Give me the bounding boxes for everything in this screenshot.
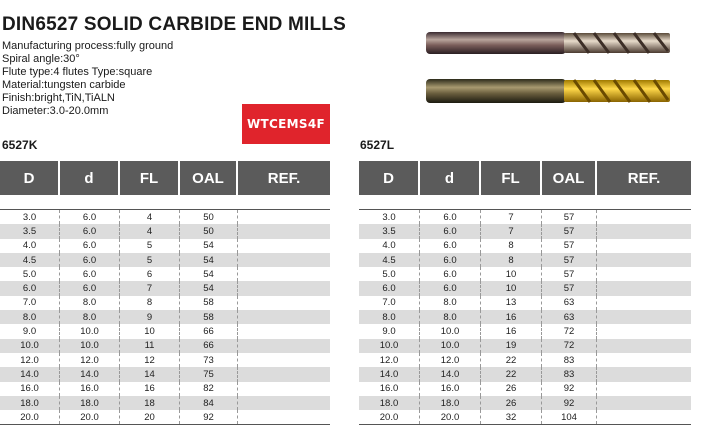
brand-logo: WTCEMS4F: [242, 104, 330, 144]
cell-d: 6.0: [60, 253, 120, 267]
cell-D: 14.0: [359, 367, 420, 381]
cell-OAL: 73: [180, 353, 238, 367]
cell-FL: 16: [120, 382, 180, 396]
cell-FL: 5: [120, 239, 180, 253]
cell-FL: 5: [120, 253, 180, 267]
cell-D: 18.0: [0, 396, 60, 410]
cell-d: 6.0: [60, 239, 120, 253]
cell-FL: 10: [481, 267, 542, 281]
cell-REF: [597, 324, 691, 338]
cell-d: 6.0: [420, 224, 481, 238]
cell-d: 6.0: [420, 253, 481, 267]
table-row: [359, 396, 691, 410]
table-header: [0, 161, 330, 195]
cell-REF: [597, 281, 691, 295]
cell-REF: [597, 267, 691, 281]
cell-D: 8.0: [0, 310, 60, 324]
cell-REF: [597, 382, 691, 396]
cell-d: 6.0: [60, 210, 120, 224]
cell-FL: 7: [120, 281, 180, 295]
table-k-label: 6527K: [2, 138, 38, 152]
cell-OAL: 57: [542, 281, 597, 295]
table-row: [0, 210, 330, 224]
cell-d: 12.0: [60, 353, 120, 367]
cell-FL: 26: [481, 382, 542, 396]
table-row: [359, 382, 691, 396]
cell-D: 6.0: [0, 281, 60, 295]
cell-D: 3.5: [359, 224, 420, 238]
table-row: [359, 210, 691, 224]
table-row: [359, 281, 691, 295]
cell-REF: [597, 410, 691, 424]
cell-D: 4.5: [359, 253, 420, 267]
table-row: [359, 239, 691, 253]
cell-REF: [238, 324, 330, 338]
cell-OAL: 57: [542, 210, 597, 224]
cell-D: 3.0: [359, 210, 420, 224]
cell-OAL: 54: [180, 239, 238, 253]
header-FL: FL: [481, 161, 542, 195]
table-row: [359, 253, 691, 267]
table-body: [359, 209, 691, 425]
table-header: [359, 161, 691, 195]
cell-OAL: 54: [180, 253, 238, 267]
cell-REF: [238, 382, 330, 396]
cell-OAL: 58: [180, 310, 238, 324]
cell-OAL: 83: [542, 353, 597, 367]
cell-REF: [597, 353, 691, 367]
cell-d: 8.0: [420, 296, 481, 310]
header-REF: REF.: [267, 169, 301, 187]
table-row: [0, 410, 330, 424]
table-row: [0, 339, 330, 353]
table-row: [0, 239, 330, 253]
cell-D: 7.0: [359, 296, 420, 310]
cell-D: 4.5: [0, 253, 60, 267]
cell-d: 16.0: [420, 382, 481, 396]
cell-REF: [238, 281, 330, 295]
cell-D: 20.0: [0, 410, 60, 424]
cell-FL: 7: [481, 210, 542, 224]
cell-d: 6.0: [420, 267, 481, 281]
cell-REF: [238, 339, 330, 353]
cell-REF: [597, 296, 691, 310]
cell-OAL: 63: [542, 296, 597, 310]
cell-FL: 4: [120, 224, 180, 238]
cell-d: 8.0: [60, 310, 120, 324]
cell-REF: [597, 310, 691, 324]
cell-FL: 22: [481, 353, 542, 367]
cell-D: 16.0: [0, 382, 60, 396]
cell-FL: 10: [120, 324, 180, 338]
header-OAL: OAL: [180, 161, 238, 195]
cell-OAL: 50: [180, 224, 238, 238]
cell-OAL: 66: [180, 324, 238, 338]
cell-d: 10.0: [60, 324, 120, 338]
header-FL: FL: [120, 161, 180, 195]
cell-d: 8.0: [60, 296, 120, 310]
cell-d: 6.0: [60, 281, 120, 295]
cell-D: 5.0: [359, 267, 420, 281]
cell-d: 6.0: [420, 239, 481, 253]
cell-FL: 7: [481, 224, 542, 238]
cell-D: 3.5: [0, 224, 60, 238]
cell-d: 10.0: [420, 324, 481, 338]
cell-D: 14.0: [0, 367, 60, 381]
table-row: [0, 324, 330, 338]
cell-d: 6.0: [420, 210, 481, 224]
spec-list: [2, 40, 173, 118]
cell-REF: [238, 210, 330, 224]
cell-D: 4.0: [0, 239, 60, 253]
cell-OAL: 92: [180, 410, 238, 424]
cell-REF: [597, 339, 691, 353]
cell-OAL: 50: [180, 210, 238, 224]
cell-D: 8.0: [359, 310, 420, 324]
table-row: [0, 310, 330, 324]
cell-OAL: 75: [180, 367, 238, 381]
table-l-label: 6527L: [360, 138, 395, 152]
cell-d: 6.0: [420, 281, 481, 295]
cell-OAL: 84: [180, 396, 238, 410]
end-mill-tin-image: [424, 76, 674, 106]
cell-REF: [597, 253, 691, 267]
cell-d: 18.0: [420, 396, 481, 410]
cell-REF: [238, 396, 330, 410]
spec-line: Diameter:3.0-20.0mm: [2, 105, 109, 117]
cell-REF: [238, 239, 330, 253]
cell-D: 12.0: [359, 353, 420, 367]
table-row: [0, 267, 330, 281]
cell-FL: 32: [481, 410, 542, 424]
cell-REF: [597, 239, 691, 253]
cell-FL: 22: [481, 367, 542, 381]
cell-D: 6.0: [359, 281, 420, 295]
cell-FL: 13: [481, 296, 542, 310]
cell-OAL: 92: [542, 382, 597, 396]
cell-OAL: 54: [180, 267, 238, 281]
cell-OAL: 104: [542, 410, 597, 424]
cell-OAL: 57: [542, 267, 597, 281]
cell-OAL: 58: [180, 296, 238, 310]
table-6527l: [359, 161, 691, 425]
cell-OAL: 92: [542, 396, 597, 410]
cell-FL: 8: [481, 239, 542, 253]
cell-OAL: 72: [542, 324, 597, 338]
cell-OAL: 66: [180, 339, 238, 353]
table-row: [359, 410, 691, 424]
table-row: [0, 224, 330, 238]
cell-D: 12.0: [0, 353, 60, 367]
table-body: [0, 209, 330, 425]
cell-D: 9.0: [359, 324, 420, 338]
cell-OAL: 57: [542, 239, 597, 253]
cell-FL: 20: [120, 410, 180, 424]
end-mill-bright-image: [424, 30, 674, 56]
table-row: [0, 253, 330, 267]
table-row: [0, 367, 330, 381]
table-row: [359, 353, 691, 367]
cell-OAL: 57: [542, 253, 597, 267]
cell-d: 14.0: [60, 367, 120, 381]
cell-OAL: 83: [542, 367, 597, 381]
cell-d: 12.0: [420, 353, 481, 367]
cell-FL: 12: [120, 353, 180, 367]
cell-D: 4.0: [359, 239, 420, 253]
cell-d: 10.0: [60, 339, 120, 353]
cell-OAL: 57: [542, 224, 597, 238]
table-row: [0, 353, 330, 367]
cell-D: 7.0: [0, 296, 60, 310]
cell-FL: 16: [481, 324, 542, 338]
spec-line: Spiral angle:30°: [2, 53, 80, 65]
cell-OAL: 63: [542, 310, 597, 324]
header-OAL: OAL: [542, 161, 597, 195]
header-REF: REF.: [627, 169, 661, 187]
cell-REF: [238, 267, 330, 281]
cell-d: 18.0: [60, 396, 120, 410]
cell-REF: [597, 396, 691, 410]
cell-D: 16.0: [359, 382, 420, 396]
cell-FL: 10: [481, 281, 542, 295]
cell-d: 6.0: [60, 224, 120, 238]
cell-D: 5.0: [0, 267, 60, 281]
cell-OAL: 72: [542, 339, 597, 353]
cell-FL: 4: [120, 210, 180, 224]
spec-line: Finish:bright,TiN,TiALN: [2, 92, 115, 104]
header-D: D: [0, 161, 60, 195]
table-row: [0, 396, 330, 410]
cell-d: 14.0: [420, 367, 481, 381]
cell-FL: 16: [481, 310, 542, 324]
cell-FL: 19: [481, 339, 542, 353]
spec-line: Material:tungsten carbide: [2, 79, 126, 91]
table-row: [359, 267, 691, 281]
table-row: [359, 367, 691, 381]
cell-D: 3.0: [0, 210, 60, 224]
cell-REF: [238, 224, 330, 238]
table-row: [359, 296, 691, 310]
cell-d: 10.0: [420, 339, 481, 353]
table-row: [359, 310, 691, 324]
header-d: d: [420, 161, 481, 195]
cell-FL: 6: [120, 267, 180, 281]
table-row: [0, 296, 330, 310]
cell-REF: [597, 224, 691, 238]
cell-D: 9.0: [0, 324, 60, 338]
header-D: D: [359, 161, 420, 195]
cell-d: 8.0: [420, 310, 481, 324]
cell-FL: 11: [120, 339, 180, 353]
cell-FL: 8: [481, 253, 542, 267]
cell-OAL: 82: [180, 382, 238, 396]
cell-REF: [238, 253, 330, 267]
cell-REF: [597, 367, 691, 381]
spec-line: Manufacturing process:fully ground: [2, 40, 174, 52]
table-6527k: [0, 161, 330, 425]
cell-REF: [238, 410, 330, 424]
header-d: d: [60, 161, 120, 195]
cell-FL: 26: [481, 396, 542, 410]
cell-OAL: 54: [180, 281, 238, 295]
page-title: DIN6527 SOLID CARBIDE END MILLS: [2, 14, 347, 35]
cell-FL: 14: [120, 367, 180, 381]
cell-d: 20.0: [60, 410, 120, 424]
cell-REF: [238, 310, 330, 324]
cell-d: 16.0: [60, 382, 120, 396]
cell-REF: [238, 367, 330, 381]
table-row: [359, 339, 691, 353]
table-row: [359, 324, 691, 338]
cell-REF: [238, 353, 330, 367]
spec-line: Flute type:4 flutes Type:square: [2, 66, 153, 78]
cell-D: 10.0: [359, 339, 420, 353]
table-row: [359, 224, 691, 238]
cell-FL: 18: [120, 396, 180, 410]
cell-D: 20.0: [359, 410, 420, 424]
cell-D: 10.0: [0, 339, 60, 353]
cell-FL: 8: [120, 296, 180, 310]
cell-REF: [597, 210, 691, 224]
cell-FL: 9: [120, 310, 180, 324]
cell-REF: [238, 296, 330, 310]
table-row: [0, 382, 330, 396]
cell-D: 18.0: [359, 396, 420, 410]
cell-d: 6.0: [60, 267, 120, 281]
table-row: [0, 281, 330, 295]
cell-d: 20.0: [420, 410, 481, 424]
